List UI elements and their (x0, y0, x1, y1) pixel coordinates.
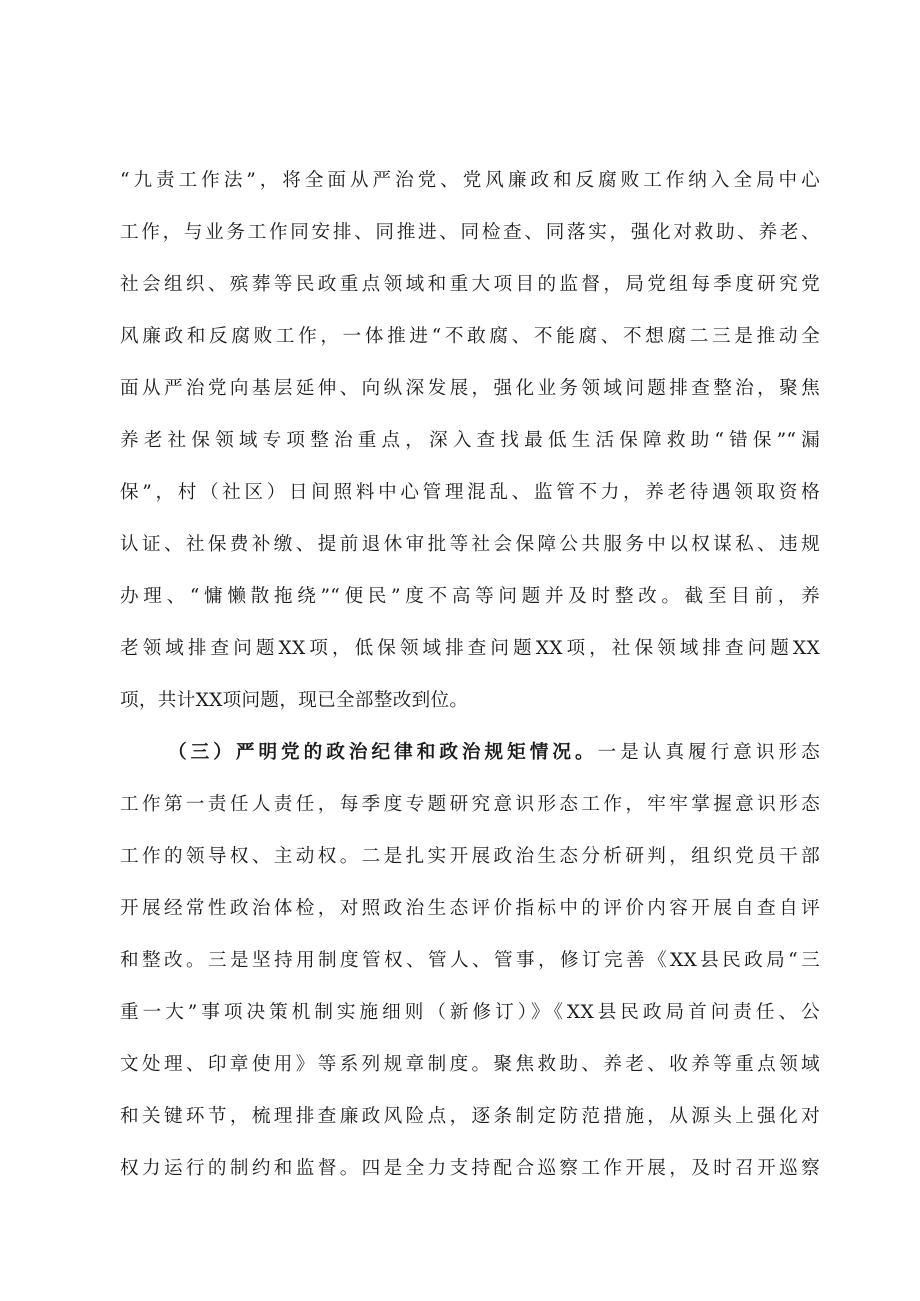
text-line: 工作第一责任人责任，每季度专题研究意识形态工作，牢牢掌握意识形态 (120, 794, 820, 815)
text-line: 社会组织、殡葬等民政重点领域和重大项目的监督，局党组每季度研究党 (120, 274, 820, 295)
text-line: “九责工作法”，将全面从严治党、党风廉政和反腐败工作纳入全局中心 (120, 170, 820, 191)
text-line: 工作，与业务工作同安排、同推进、同检查、同落实，强化对救助、养老、 (120, 222, 820, 243)
section-heading: （三）严明党的政治纪律和政治规矩情况。 (168, 742, 598, 763)
text-line: 养老社保领域专项整治重点，深入查找最低生活保障救助“错保”“漏 (120, 430, 820, 451)
text-line: 开展经常性政治体检，对照政治生态评价指标中的评价内容开展自查自评 (120, 898, 820, 919)
text-line: 面从严治党向基层延伸、向纵深发展，强化业务领域问题排查整治，聚焦 (120, 378, 820, 399)
text-line: 文处理、印章使用》等系列规章制度。聚焦救助、养老、收养等重点领域 (120, 1054, 820, 1075)
text-line: 保”，村（社区）日间照料中心管理混乱、监管不力，养老待遇领取资格 (120, 482, 820, 503)
text-line: 认证、社保费补缴、提前退休审批等社会保障公共服务中以权谋私、违规 (120, 534, 820, 555)
text-line: 权力运行的制约和监督。四是全力支持配合巡察工作开展，及时召开巡察 (120, 1158, 820, 1179)
text-line: 老领域排查问题XX项，低保领域排查问题XX项，社保领域排查问题XX (120, 638, 820, 659)
text-line: 风廉政和反腐败工作，一体推进“不敢腐、不能腐、不想腐二三是推动全 (120, 326, 820, 347)
section-heading-line (168, 734, 820, 772)
text-line: 重一大”事项决策机制实施细则（新修订）》《XX县民政局首问责任、公 (120, 1002, 820, 1023)
text-line: 和整改。三是坚持用制度管权、管人、管事，修订完善《XX县民政局“三 (120, 950, 820, 971)
text-line: 项，共计XX项问题，现已全部整改到位。 (120, 690, 469, 711)
text-line: 办理、“慵懒散拖绕”“便民”度不高等问题并及时整改。截至目前，养 (120, 586, 820, 607)
text-line: 工作的领导权、主动权。二是扎实开展政治生态分析研判，组织党员干部 (120, 846, 820, 867)
heading-line-text: 一是认真履行意识形态 (597, 742, 820, 763)
text-line: 和关键环节，梳理排查廉政风险点，逐条制定防范措施，从源头上强化对 (120, 1106, 820, 1127)
